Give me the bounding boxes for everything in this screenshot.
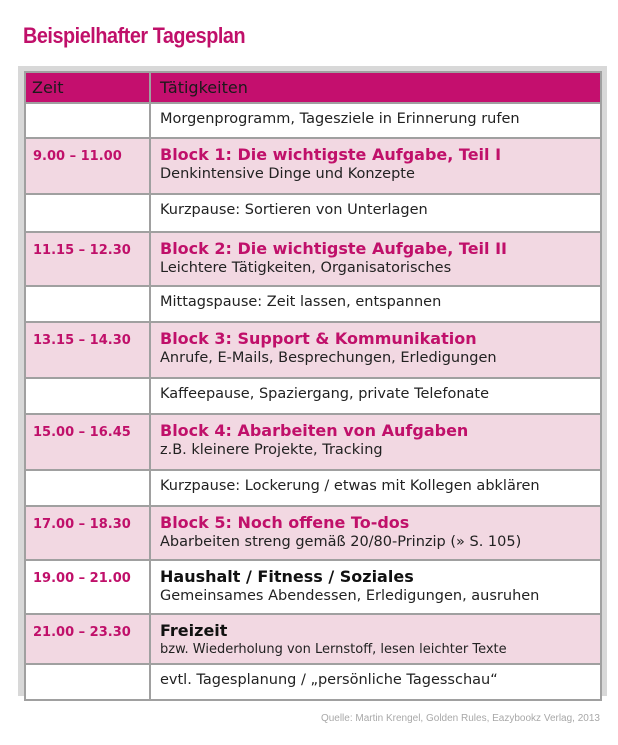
table-row — [25, 194, 601, 232]
row-time — [25, 470, 150, 506]
source-caption: Quelle: Martin Krengel, Golden Rules, Eazybookz Verlag, 2013 — [320, 713, 600, 724]
row-heading: Block 2: Die wichtigste Aufgabe, Teil II — [160, 239, 507, 258]
row-activity — [150, 378, 601, 414]
table-row — [25, 506, 601, 560]
row-detail: Kurzpause: Sortieren von Unterlagen — [160, 202, 428, 218]
row-time — [25, 103, 150, 138]
row-time — [25, 378, 150, 414]
row-activity — [150, 322, 601, 378]
row-heading: Block 4: Abarbeiten von Aufgaben — [160, 421, 469, 440]
row-heading: Freizeit — [160, 621, 228, 640]
row-detail: z.B. kleinere Projekte, Tracking — [160, 442, 383, 458]
row-detail: Anrufe, E-Mails, Besprechungen, Erledigungen — [160, 350, 497, 366]
row-activity — [150, 664, 601, 700]
row-time: 13.15 – 14.30 — [25, 322, 150, 378]
table-row — [25, 378, 601, 414]
row-time: 11.15 – 12.30 — [25, 232, 150, 286]
header-activity: Tätigkeiten — [150, 72, 601, 103]
row-detail: Kaffeepause, Spaziergang, private Telefonate — [160, 386, 490, 402]
table-row — [25, 560, 601, 614]
row-time: 15.00 – 16.45 — [25, 414, 150, 470]
row-time — [25, 194, 150, 232]
row-detail: Denkintensive Dinge und Konzepte — [160, 166, 415, 182]
row-heading: Block 5: Noch offene To-dos — [160, 513, 410, 532]
row-time: 9.00 – 11.00 — [25, 138, 150, 194]
row-activity — [150, 614, 601, 664]
table-row — [25, 322, 601, 378]
row-detail: evtl. Tagesplanung / „persönliche Tagesschau“ — [160, 672, 498, 688]
row-activity — [150, 232, 601, 286]
table-row — [25, 614, 601, 664]
row-detail: Mittagspause: Zeit lassen, entspannen — [160, 294, 442, 310]
schedule-table — [24, 71, 602, 701]
table-row — [25, 664, 601, 700]
row-time: 17.00 – 18.30 — [25, 506, 150, 560]
header-time: Zeit — [25, 72, 150, 103]
row-heading: Block 1: Die wichtigste Aufgabe, Teil I — [160, 145, 502, 164]
row-time: 19.00 – 21.00 — [25, 560, 150, 614]
page-title: Beispielhafter Tagesplan — [23, 23, 246, 48]
table-row — [25, 414, 601, 470]
table-row — [25, 138, 601, 194]
row-detail: Abarbeiten streng gemäß 20/80-Prinzip (» S. 105) — [160, 534, 522, 550]
row-activity — [150, 560, 601, 614]
table-row — [25, 470, 601, 506]
row-detail: Leichtere Tätigkeiten, Organisatorisches — [160, 260, 452, 276]
row-activity — [150, 138, 601, 194]
row-time: 21.00 – 23.30 — [25, 614, 150, 664]
table-header-row — [25, 72, 601, 103]
table-row — [25, 103, 601, 138]
row-activity — [150, 414, 601, 470]
row-activity — [150, 286, 601, 322]
row-activity — [150, 506, 601, 560]
row-activity — [150, 194, 601, 232]
row-heading: Block 3: Support & Kommunikation — [160, 329, 477, 348]
table-row — [25, 232, 601, 286]
row-detail: Morgenprogramm, Tagesziele in Erinnerung rufen — [160, 111, 520, 127]
row-heading: Haushalt / Fitness / Soziales — [160, 567, 414, 586]
row-activity — [150, 470, 601, 506]
table-row — [25, 286, 601, 322]
row-detail: bzw. Wiederholung von Lernstoff, lesen leichter Texte — [160, 642, 507, 657]
row-time — [25, 664, 150, 700]
row-time — [25, 286, 150, 322]
row-activity — [150, 103, 601, 138]
row-detail: Gemeinsames Abendessen, Erledigungen, ausruhen — [160, 588, 540, 604]
row-detail: Kurzpause: Lockerung / etwas mit Kollegen abklären — [160, 478, 540, 494]
